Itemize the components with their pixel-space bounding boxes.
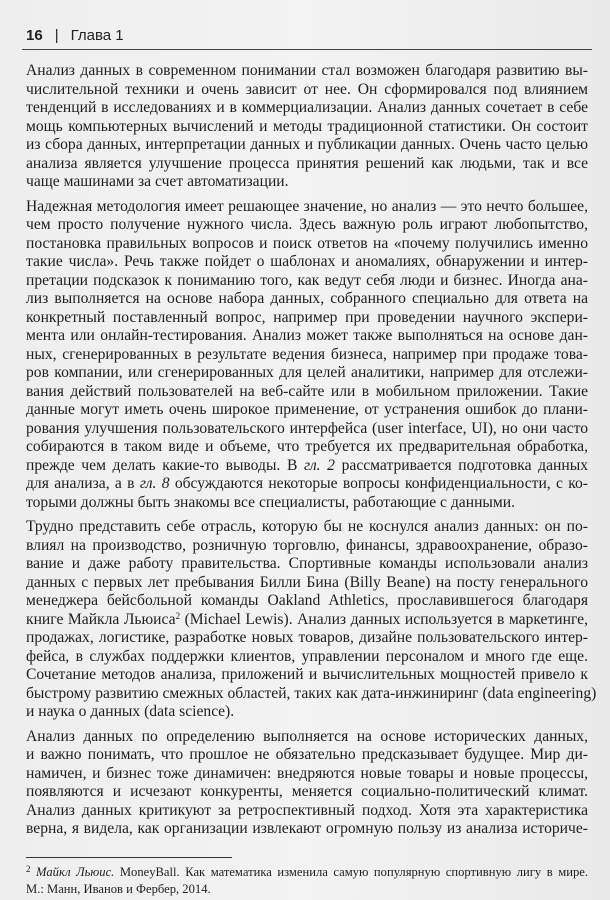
text-line: конкретный поставленный вопрос, например при проведении научного экспери- — [26, 308, 588, 326]
text-line: появляются и исчезают конкуренты, меняется социально-политический климат. — [26, 783, 588, 800]
text-line — [26, 864, 588, 881]
text-line: мощь компьютерных вычислений и методы традиционной статистики. Он состоит — [26, 117, 588, 135]
text-span: книге Майкла Льюиса — [26, 610, 176, 628]
text-line: анализа является улучшение процесса принятия решений как людьми, так и все — [26, 154, 588, 172]
text-line: Анализ данных критикуют за ретроспективный подход. Хотя эта характеристика — [26, 801, 588, 819]
text-line: верна, я видела, как организации извлекают огромную пользу из анализа историче- — [26, 820, 588, 837]
chapter-title: Глава 1 — [70, 27, 124, 44]
text-line: торыми должны быть знакомы все специалисты, работающие с данными. — [26, 493, 516, 511]
text-line: из сбора данных, интерпретации данных и публикации данных. Очень часто целью — [26, 136, 588, 153]
text-line: постановка правильных вопросов и поиск ответов на «почему получились именно — [26, 234, 588, 252]
running-header — [26, 27, 124, 44]
text-line: данных с первых лет пребывания Билли Бина (Billy Beane) на посту генерального — [26, 573, 588, 591]
text-line: мента или онлайн-тестирования. Анализ может также выполняться на основе дан- — [26, 327, 588, 344]
text-line: тенденций в исследованиях и в коммерциализации. Анализ данных сочетает в себе — [26, 99, 588, 116]
footnote-rule — [26, 857, 232, 858]
text-line: собираются в таком виде и объеме, что требуется их предварительная обработка, — [26, 438, 588, 455]
text-line: Надежная методология имеет решающее значение, но анализ — это нечто большее, — [26, 197, 588, 215]
page-number: 16 — [26, 27, 43, 44]
text-line: и наука о данных (data science). — [26, 703, 235, 720]
italic-text: гл. 8 — [139, 475, 170, 492]
text-line: претации подсказок к пониманию того, как ведут себя люди и бизнес. Иногда ана- — [26, 271, 588, 289]
text-line: ров компании, или сгенерированных для целей аналитики, например для отслежи- — [26, 364, 588, 381]
italic-text: Майкл Льюис. — [36, 865, 115, 879]
header-separator: | — [54, 27, 59, 44]
text-line: ных, сгенерированных в результате ведения бизнеса, например при продаже това- — [26, 345, 588, 363]
text-line: менеджера бейсбольной команды Oakland Athletics, прославившегося благодаря — [26, 592, 588, 609]
text-line — [26, 457, 588, 476]
text-line — [26, 611, 588, 630]
italic-text: гл. 2 — [303, 456, 335, 474]
text-span: для анализа, а в — [26, 475, 140, 492]
text-line: Анализ данных по определению выполняется на основе исторических данных, — [26, 727, 588, 745]
text-line: продажах, логистике, разработке новых товаров, дизайне пользовательского интер- — [26, 629, 588, 646]
paragraph — [26, 728, 588, 839]
text-line: М.: Манн, Иванов и Фербер, 2014. — [26, 882, 211, 896]
text-line: намичен, и бизнес тоже динамичен: внедряются новые товары и новые процессы, — [26, 764, 588, 782]
text-line: данные могут иметь очень широкое применение, от устранения ошибок до плани- — [26, 401, 588, 418]
text-line: и важно понимать, что прошлое не обязательно предсказывает будущее. Мир ди- — [26, 746, 588, 763]
text-line: вание и даже работу правительства. Спортивные команды использовали анализ — [26, 555, 588, 572]
text-span: MoneyBall. Как математика изменила самую популярную спортивную лигу в мире. — [114, 865, 588, 879]
text-line: рования улучшения пользовательского интерфейса (user interface, UI), но они часто — [26, 419, 588, 437]
paragraph — [26, 198, 588, 513]
text-span: прежде чем делать какие-то выводы. В — [26, 456, 304, 474]
text-line: такие числа». Речь также пойдет о шаблонах и аномалиях, обнаружении и интер- — [26, 253, 588, 270]
text-span: (Michael Lewis). Анализ данных используется в маркетинге, — [180, 610, 588, 628]
text-line: Анализ данных в современном понимании стал возможен благодаря развитию вы- — [26, 62, 588, 79]
text-line: быстрому развитию смежных областей, таких как дата-инжиниринг (data engineering) — [26, 684, 597, 702]
text-line: Сочетание методов анализа, приложений и вычислительных мощностей привело к — [26, 666, 588, 683]
text-line: Трудно представить себе отрасль, которую бы не коснулся анализ данных: он по- — [26, 518, 588, 535]
footnote-ref: 2 — [26, 864, 31, 874]
text-line: лиз выполняется на основе набора данных, собранного специально для ответа на — [26, 290, 588, 307]
text-line: влиял на производство, розничную торговлю, финансы, здравоохранение, образо- — [26, 536, 588, 554]
text-line: чем просто получение нужного числа. Здесь важную роль играют любопытство, — [26, 216, 588, 233]
text-line: чаще машинами за счет автоматизации. — [26, 173, 289, 190]
header-rule — [22, 49, 592, 50]
body-text — [26, 62, 597, 845]
text-line — [26, 475, 588, 494]
footnote — [26, 864, 588, 898]
footnote-ref: 2 — [175, 610, 181, 621]
text-line: фейса, в службах поддержки клиентов, управлении персоналом и много где еще. — [26, 647, 588, 665]
paragraph — [26, 62, 588, 192]
text-span: рассматривается подготовка данных — [334, 456, 589, 474]
text-line: вания действий пользователей на веб-сайте или в мобильном приложении. Такие — [26, 382, 588, 400]
text-line: числительной техники и очень зависит от нее. Он сформировался под влиянием — [26, 80, 588, 98]
text-span: обсуждаются некоторые вопросы конфиденциальности, с ко- — [169, 475, 588, 492]
paragraph — [26, 518, 597, 722]
